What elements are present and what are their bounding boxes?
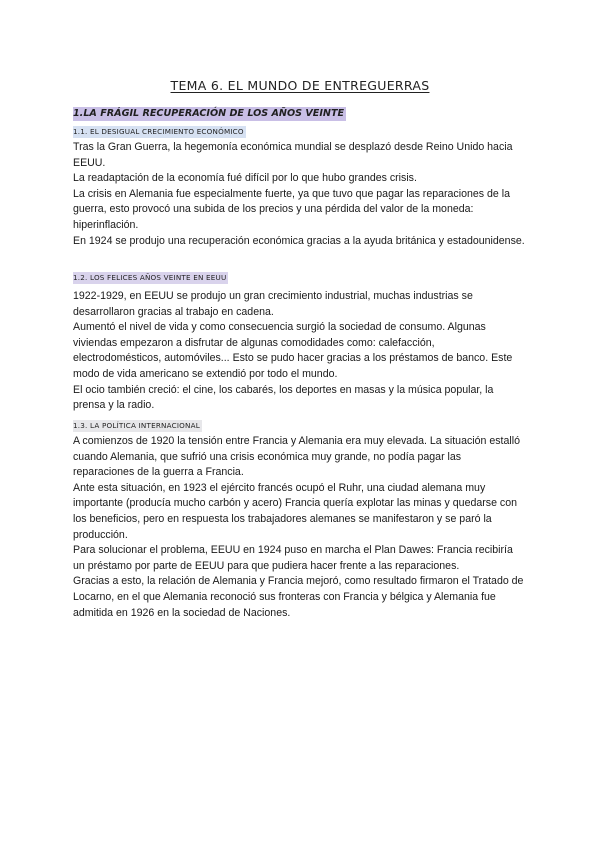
paragraph: La crisis en Alemania fue especialmente fuerte, ya que tuvo que pagar las reparaciones de la guerra, esto provocó una subida de los precios y una pérdida del valor de la moneda: hiperinflación. xyxy=(73,187,510,231)
paragraph: La readaptación de la economía fué difícil por lo que hubo grandes crisis. xyxy=(73,172,417,185)
paragraph: Gracias a esto, la relación de Alemania y Francia mejoró, como resultado firmaron el Tratado de Locarno, en el que Alemania reconoció sus fronteras con Francia y bélgica y Alemania fue admitida en 1926 en la sociedad de Naciones. xyxy=(73,575,524,619)
paragraph: Tras la Gran Guerra, la hegemonía económica mundial se desplazó desde Reino Unido hacia EEUU. xyxy=(73,141,513,169)
paragraph: 1922-1929, en EEUU se produjo un gran crecimiento industrial, muchas industrias se desarrollaron gracias al trabajo en cadena. xyxy=(73,290,473,318)
document-title: TEMA 6. EL MUNDO DE ENTREGUERRAS xyxy=(170,78,430,93)
subheading-1-3: 1.3. LA POLÍTICA INTERNACIONAL xyxy=(73,421,200,430)
paragraph: En 1924 se produjo una recuperación económica gracias a la ayuda británica y estadounidense. xyxy=(73,234,525,247)
paragraph: Para solucionar el problema, EEUU en 1924 puso en marcha el Plan Dawes: Francia recibiría un préstamo por parte de EEUU para que pudiera hacer frente a las reparaciones. xyxy=(73,544,513,572)
paragraph: Aumentó el nivel de vida y como consecuencia surgió la sociedad de consumo. Algunas viviendas empezaron a disfrutar de algunas comodidades como: calefacción, electrodomésticos, automóviles... Esto se pudo hacer gracias a los préstamos de banco. Este modo de vida americano se extendió por todo el mundo. xyxy=(73,321,513,380)
paragraph: Ante esta situación, en 1923 el ejército francés ocupó el Ruhr, una ciudad alemana muy importante (producía mucho carbón y acero) Francia quería explotar las minas y quedarse con los beneficios, pero en respuesta los trabajadores alemanes se manifestaron y se paró la producción. xyxy=(73,481,517,541)
section-1-2-body xyxy=(73,289,525,414)
section-1-1-body xyxy=(73,140,525,249)
subheading-1-1: 1.1. EL DESIGUAL CRECIMIENTO ECONÓMICO xyxy=(73,127,244,136)
section-1-3-body xyxy=(73,434,525,621)
subheading-1-2: 1.2. LOS FELICES AÑOS VEINTE EN EEUU xyxy=(73,273,227,282)
paragraph: A comienzos de 1920 la tensión entre Francia y Alemania era muy elevada. La situación estalló cuando Alemania, que sufrió una crisis económica muy grande, no podía pagar las reparaciones de la guerra a Francia. xyxy=(73,435,520,479)
section-heading-1: 1.LA FRÁGIL RECUPERACIÓN DE LOS AÑOS VEINTE xyxy=(73,108,345,119)
paragraph: El ocio también creció: el cine, los cabarés, los deportes en masas y la música popular, la prensa y la radio. xyxy=(73,383,494,412)
